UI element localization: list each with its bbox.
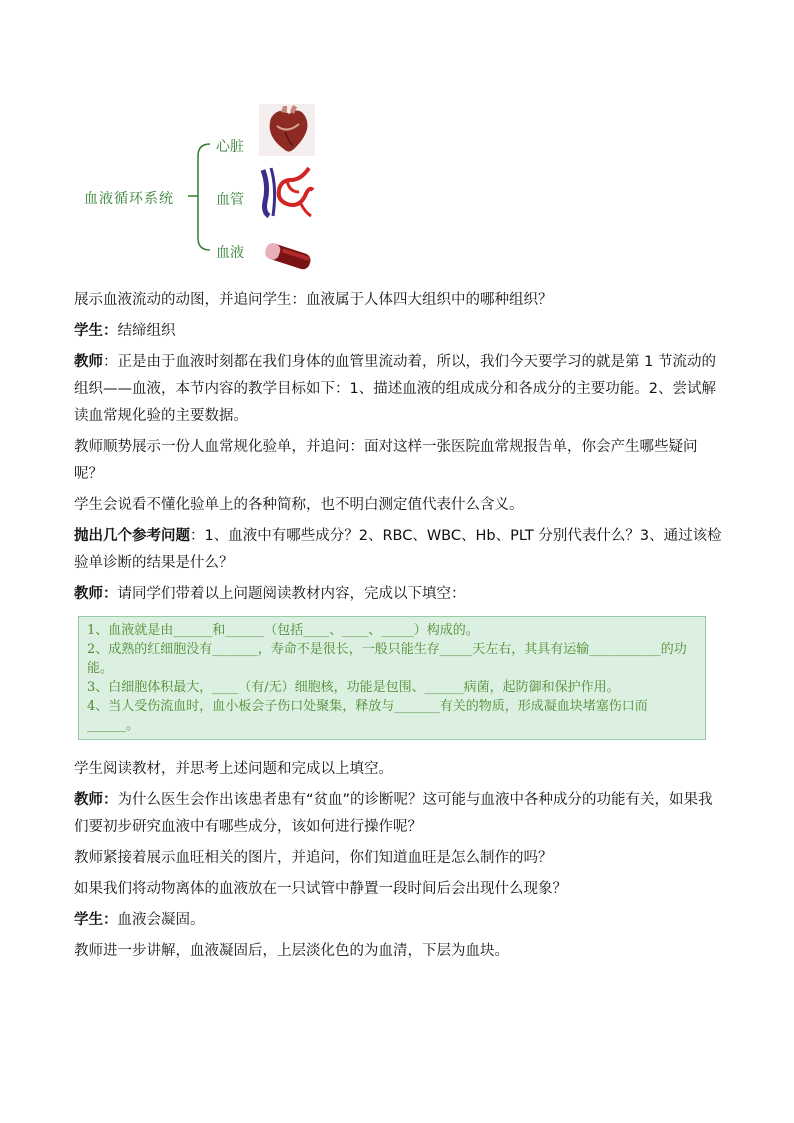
questions-label: 抛出几个参考问题: [74, 528, 190, 544]
fill-in-item: 1、血液就是由______和______（包括____、____、_____）构成的。: [87, 623, 479, 638]
fill-in-item: 3、白细胞体积最大，____（有/无）细胞核，功能是包围、______病菌，起防御和保护作用。: [87, 680, 620, 695]
circulatory-system-diagram: [0, 96, 794, 286]
lesson-content: [74, 287, 724, 969]
speaker-label: 学生：: [74, 323, 118, 339]
paragraph-teacher-goals: 教师：正是由于血液时刻都在我们身体的血管里流动着，所以，我们今天要学习的就是第 1 节流动的组织——血液，本节内容的教学目标如下：1、描述血液的组成成分和各成分的主要功能。2、尝试解读血常规化验的主要数据。: [74, 354, 716, 424]
paragraph-serum-explanation: 教师进一步讲解，血液凝固后，上层淡化色的为血清，下层为血块。: [74, 943, 509, 959]
paragraph-intro: 展示血液流动的动图，并追问学生：血液属于人体四大组织中的哪种组织？: [74, 292, 553, 308]
fill-in-item: 2、成熟的红细胞没有_______，寿命不是很长，一般只能生存_____天左右，其具有运输___________的功能。: [87, 642, 687, 676]
paragraph-test-tube: 如果我们将动物离体的血液放在一只试管中静置一段时间后会出现什么现象？: [74, 881, 567, 897]
paragraph-blood-tofu: 教师紧接着展示血旺相关的图片，并追问，你们知道血旺是怎么制作的吗？: [74, 850, 553, 866]
paragraph-lab-report: 教师顺势展示一份人血常规化验单，并追问：面对这样一张医院血常规报告单，你会产生哪些疑问呢？: [74, 439, 698, 482]
paragraph-anemia-question: 教师：为什么医生会作出该患者患有“贫血”的诊断呢？这可能与血液中各种成分的功能有关，如果我们要初步研究血液中有哪些成分，该如何进行操作呢？: [74, 792, 713, 835]
speaker-label: 教师：: [74, 792, 118, 808]
paragraph-questions: 抛出几个参考问题：1、血液中有哪些成分？2、RBC、WBC、Hb、PLT 分别代表什么？3、通过该检验单诊断的结果是什么？: [74, 528, 722, 571]
paragraph-student-reading: 学生阅读教材，并思考上述问题和完成以上填空。: [74, 761, 393, 777]
speaker-label: 教师: [74, 354, 103, 370]
paragraph-reading-task: 教师：请同学们带着以上问题阅读教材内容，完成以下填空：: [74, 586, 466, 602]
heart-icon: [259, 104, 315, 156]
paragraph-student-reaction: 学生会说看不懂化验单上的各种简称，也不明白测定值代表什么含义。: [74, 497, 524, 513]
paragraph-student-answer: 学生：结缔组织: [74, 323, 176, 339]
fill-in-box: [78, 616, 706, 740]
branch-label-heart: 心脏: [216, 139, 244, 155]
branch-label-vessel: 血管: [216, 192, 244, 208]
branch-label-blood: 血液: [216, 245, 244, 261]
system-label: 血液循环系统: [84, 191, 174, 207]
paragraph-student-coagulation: 学生：血液会凝固。: [74, 912, 205, 928]
blood-tube-icon: [259, 230, 315, 282]
speaker-label: 教师：: [74, 586, 118, 602]
blood-vessel-icon: [259, 166, 315, 218]
fill-in-item: 4、当人受伤流血时，血小板会子伤口处聚集，释放与_______有关的物质，形成凝血块堵塞伤口而______。: [87, 699, 648, 733]
speaker-label: 学生：: [74, 912, 118, 928]
